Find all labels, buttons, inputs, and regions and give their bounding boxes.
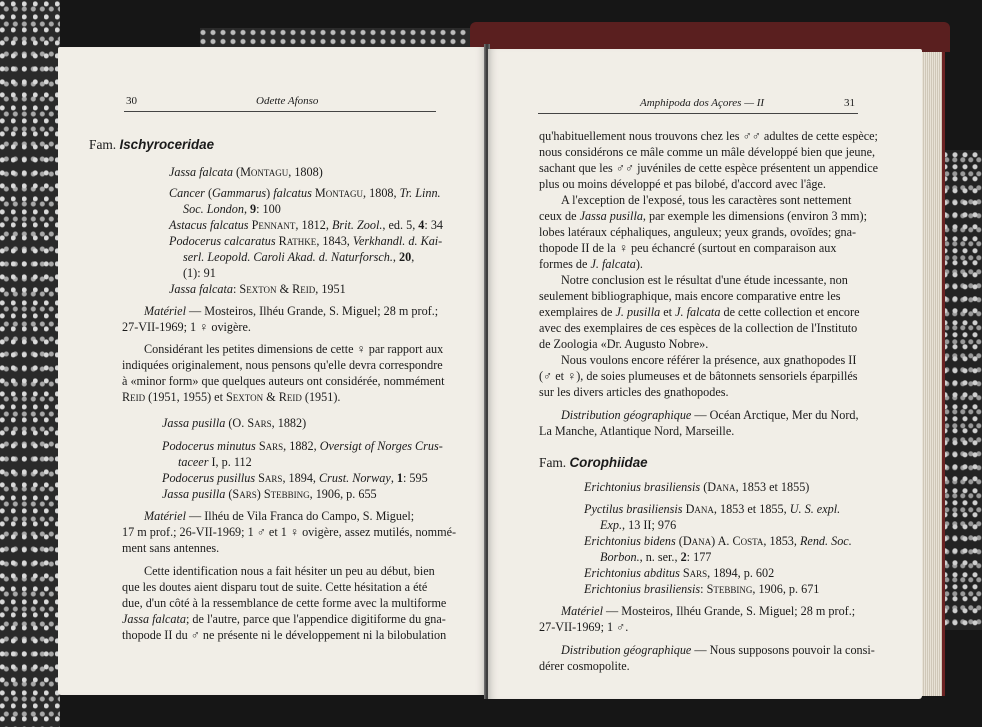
text-line: Jassa falcata (Montagu, 1808)	[169, 165, 323, 179]
text-line: ceux de Jassa pusilla, par exemple les dimensions (environ 3 mm);	[539, 209, 867, 223]
text-line: plus ou moins développé et pas bilobé, d'accord avec l'âge.	[539, 177, 826, 191]
right-running-head: Amphipoda dos Açores — II	[640, 97, 765, 109]
text-line: exemplaires de J. pusilla et J. falcata de cette collection et encore	[539, 305, 860, 319]
text-line: Pyctilus brasiliensis Dana, 1853 et 1855, U. S. expl.	[584, 502, 841, 516]
marbled-endpaper-left	[0, 0, 60, 727]
cover-edge	[470, 22, 950, 52]
text-line: formes de J. falcata).	[539, 257, 643, 271]
text-line: Matériel — Mosteiros, Ilhéu Grande, S. Miguel; 28 m prof.;	[561, 604, 856, 618]
text-line: Erichtonius brasiliensis (Dana, 1853 et 1855)	[584, 480, 810, 494]
text-line: Jassa pusilla (Sars) Stebbing, 1906, p. 655	[162, 487, 377, 501]
text-line: Notre conclusion est le résultat d'une étude incessante, non	[561, 273, 848, 287]
left-running-header	[58, 95, 486, 111]
text-line: thopode II de la ♀ peu échancré (surtout en comparaison aux	[539, 241, 837, 255]
text-line: de Zoologia «Dr. Augusto Nobre».	[539, 337, 709, 351]
right-page-number: 31	[844, 97, 855, 109]
text-line: Erichtonius brasiliensis: Stebbing, 1906, p. 671	[584, 582, 820, 596]
text-line: Podocerus minutus Sars, 1882, Oversigt of Norges Crus-	[162, 439, 443, 453]
text-line: Astacus falcatus Pennant, 1812, Brit. Zool., ed. 5, 4: 34	[169, 218, 444, 232]
text-line: due, d'un côté à la ressemblance de cette forme avec la multiforme	[122, 596, 447, 610]
text-line: Nous voulons encore référer la présence, aux gnathopodes II	[561, 353, 857, 367]
left-page	[58, 47, 486, 695]
text-line: La Manche, Atlantique Nord, Marseille.	[539, 424, 735, 438]
text-line: ment sans antennes.	[122, 541, 220, 555]
text-line: Erichtonius abditus Sars, 1894, p. 602	[584, 566, 775, 580]
text-line: Considérant les petites dimensions de cette ♀ par rapport aux	[144, 342, 444, 356]
text-line: A l'exception de l'exposé, tous les caractères sont nettement	[561, 193, 852, 207]
text-line: à «minor form» que quelques auteurs ont considérée, nommément	[122, 374, 445, 388]
text-line: seulement bibliographique, mais encore comparative entre les	[539, 289, 841, 303]
left-page-number: 30	[126, 95, 137, 107]
text-line: 27-VII-1969; 1 ♀ ovigère.	[122, 320, 251, 334]
text-line: Borbon., n. ser., 2: 177	[600, 550, 712, 564]
text-line: nous considérons ce mâle comme un mâle développé bien que jeune,	[539, 145, 876, 159]
left-header-rule	[124, 111, 436, 112]
right-running-header	[488, 97, 922, 113]
text-line: serl. Leopold. Caroli Akad. d. Naturforsch., 20,	[183, 250, 415, 264]
text-line: Podocerus calcaratus Rathke, 1843, Verkhandl. d. Kai-	[169, 234, 443, 248]
text-line: lobes latéraux céphaliques, anguleux; yeux grands, ovoïdes; gna-	[539, 225, 857, 239]
text-line: thopode II du ♂ ne présente ni le développement ni la bilobulation	[122, 628, 447, 642]
family-heading: Fam. Corophiidae	[539, 455, 648, 470]
text-line: Soc. London, 9: 100	[183, 202, 281, 216]
text-line: dérer cosmopolite.	[539, 659, 630, 673]
text-line: taceer I, p. 112	[178, 455, 252, 469]
text-line: Cette identification nous a fait hésiter un peu au début, bien	[144, 564, 435, 578]
left-running-head: Odette Afonso	[256, 95, 319, 107]
text-line: avec des exemplaires de ces espèces de la collection de l'Instituto	[539, 321, 858, 335]
page-fore-edge	[922, 52, 945, 696]
text-line: Podocerus pusillus Sars, 1894, Crust. Norway, 1: 595	[162, 471, 428, 485]
text-line: (♂ et ♀), de soies plumeuses et de bâtonnets sensoriels éparpillés	[539, 369, 858, 383]
family-heading: Fam. Ischyroceridae	[89, 137, 215, 152]
text-line: Distribution géographique — Nous supposons pouvoir la consi-	[561, 643, 875, 657]
text-line: Matériel — Ilhéu de Vila Franca do Campo, S. Miguel;	[144, 509, 415, 523]
text-line: indiquées originalement, nous pensons qu'elle devra correspondre	[122, 358, 443, 372]
text-line: Jassa falcata; de l'autre, parce que l'appendice digitiforme du gna-	[122, 612, 446, 626]
text-line: Erichtonius bidens (Dana) A. Costa, 1853, Rend. Soc.	[584, 534, 852, 548]
right-page	[488, 49, 922, 699]
text-line: Distribution géographique — Océan Arctique, Mer du Nord,	[561, 408, 859, 422]
text-line: 17 m prof.; 26-VII-1969; 1 ♂ et 1 ♀ ovigère, assez mutilés, nommé-	[122, 525, 457, 539]
text-line: Exp., 13 II; 976	[600, 518, 677, 532]
text-line: sur les divers articles des gnathopodes.	[539, 385, 729, 399]
text-line: Jassa pusilla (O. Sars, 1882)	[162, 416, 307, 430]
text-line: Jassa falcata: Sexton & Reid, 1951	[169, 282, 346, 296]
text-line: qu'habituellement nous trouvons chez les ♂♂ adultes de cette espèce;	[539, 129, 878, 143]
text-line: Reid (1951, 1955) et Sexton & Reid (1951).	[122, 390, 341, 404]
marbled-endpaper-right	[942, 150, 982, 630]
text-line: Matériel — Mosteiros, Ilhéu Grande, S. Miguel; 28 m prof.;	[144, 304, 439, 318]
text-line: que les doutes aient disparu tout de suite. Cette hésitation a été	[122, 580, 428, 594]
text-line: Cancer (Gammarus) falcatus Montagu, 1808, Tr. Linn.	[169, 186, 441, 200]
text-line: 27-VII-1969; 1 ♂.	[539, 620, 629, 634]
text-line: sachant que les ♂♂ juvéniles de cette espèce présentent un appendice	[539, 161, 879, 175]
right-header-rule	[538, 113, 858, 114]
text-line: (1): 91	[183, 266, 216, 280]
